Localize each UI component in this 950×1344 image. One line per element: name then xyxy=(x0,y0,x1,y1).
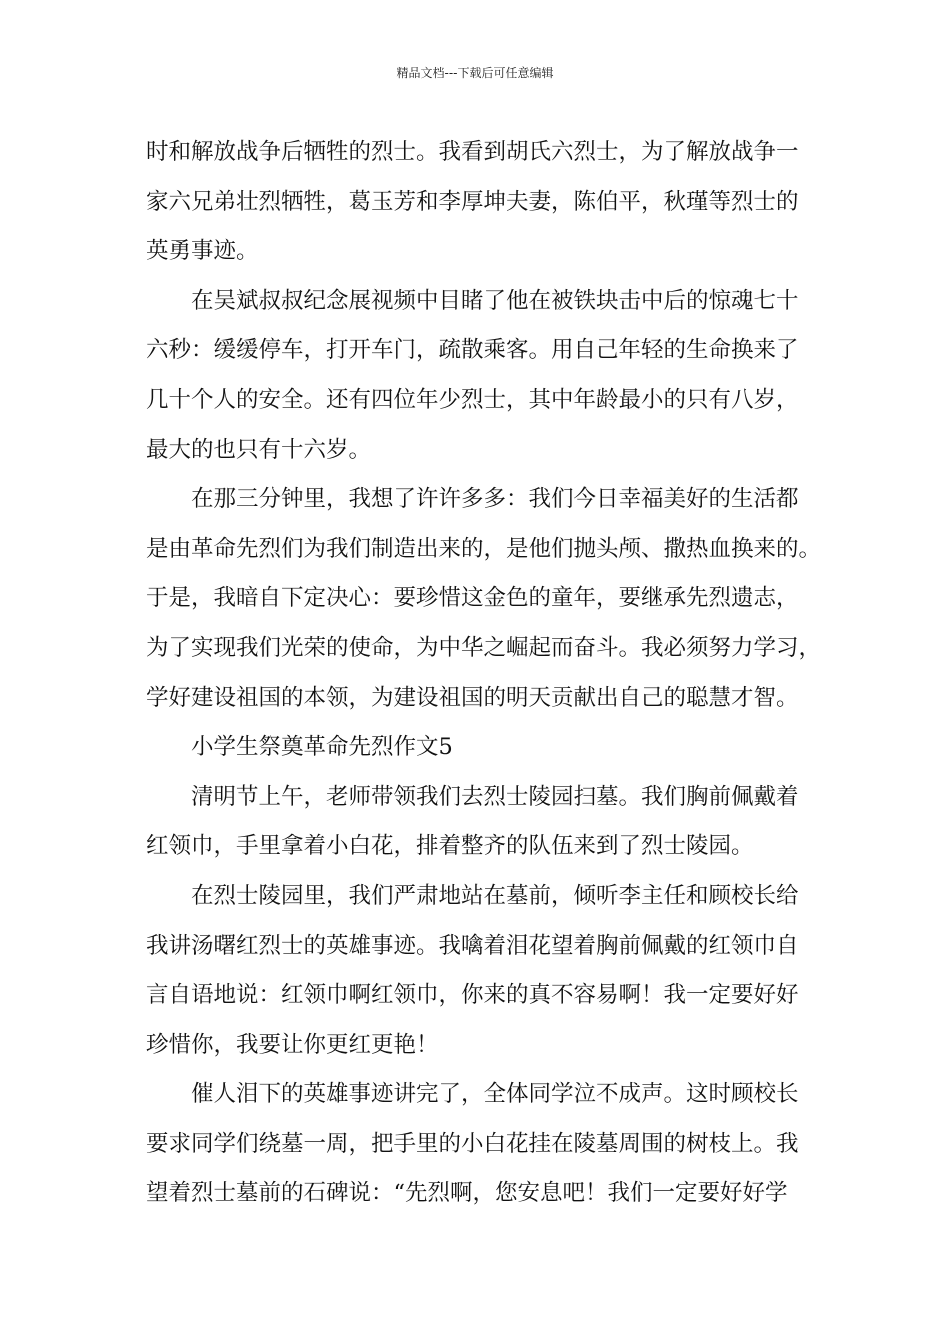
text-line: 红领巾，手里拿着小白花，排着整齐的队伍来到了烈士陵园。 xyxy=(146,833,754,860)
text-lines xyxy=(146,128,826,1219)
text-line: 英勇事迹。 xyxy=(146,238,259,265)
text-line: 在吴斌叔叔纪念展视频中目睹了他在被铁块击中后的惊魂七十 xyxy=(191,287,799,314)
text-line: 家六兄弟壮烈牺牲，葛玉芳和李厚坤夫妻，陈伯平，秋瑾等烈士的 xyxy=(146,188,799,215)
text-line: 是由革命先烈们为我们制造出来的，是他们抛头颅、撒热血换来的。 xyxy=(146,535,822,562)
text-line: 在那三分钟里，我想了许许多多：我们今日幸福美好的生活都 xyxy=(191,486,799,513)
document-body xyxy=(146,128,826,1219)
text-line: 清明节上午，老师带领我们去烈士陵园扫墓。我们胸前佩戴着 xyxy=(191,783,799,810)
page-header: 精品文档---下载后可任意编辑 xyxy=(396,66,554,80)
text-line: 在烈士陵园里，我们严肃地站在墓前，倾听李主任和顾校长给 xyxy=(191,882,799,909)
text-line: 要求同学们绕墓一周，把手里的小白花挂在陵墓周围的树枝上。我 xyxy=(146,1130,799,1157)
text-line: 几十个人的安全。还有四位年少烈士，其中年龄最小的只有八岁， xyxy=(146,386,799,413)
text-line: 于是，我暗自下定决心：要珍惜这金色的童年，要继承先烈遗志， xyxy=(146,585,799,612)
text-line: 时和解放战争后牺牲的烈士。我看到胡氏六烈士，为了解放战争一 xyxy=(146,139,799,165)
section-heading: 小学生祭奠革命先烈作文5 xyxy=(191,734,453,761)
text-line: 望着烈士墓前的石碑说：“先烈啊，您安息吧！我们一定要好好学 xyxy=(146,1180,788,1207)
text-line: 为了实现我们光荣的使命，为中华之崛起而奋斗。我必须努力学习， xyxy=(146,634,822,661)
text-line: 珍惜你，我要让你更红更艳！ xyxy=(146,1031,439,1058)
text-line: 我讲汤曙红烈士的英雄事迹。我噙着泪花望着胸前佩戴的红领巾自 xyxy=(146,932,799,959)
text-line: 最大的也只有十六岁。 xyxy=(146,436,372,463)
text-line: 催人泪下的英雄事迹讲完了，全体同学泣不成声。这时顾校长 xyxy=(191,1081,799,1108)
text-line: 六秒：缓缓停车，打开车门，疏散乘客。用自己年轻的生命换来了 xyxy=(146,337,799,364)
text-line: 言自语地说：红领巾啊红领巾，你来的真不容易啊！我一定要好好 xyxy=(146,982,799,1009)
text-line: 学好建设祖国的本领，为建设祖国的明天贡献出自己的聪慧才智。 xyxy=(146,684,799,711)
